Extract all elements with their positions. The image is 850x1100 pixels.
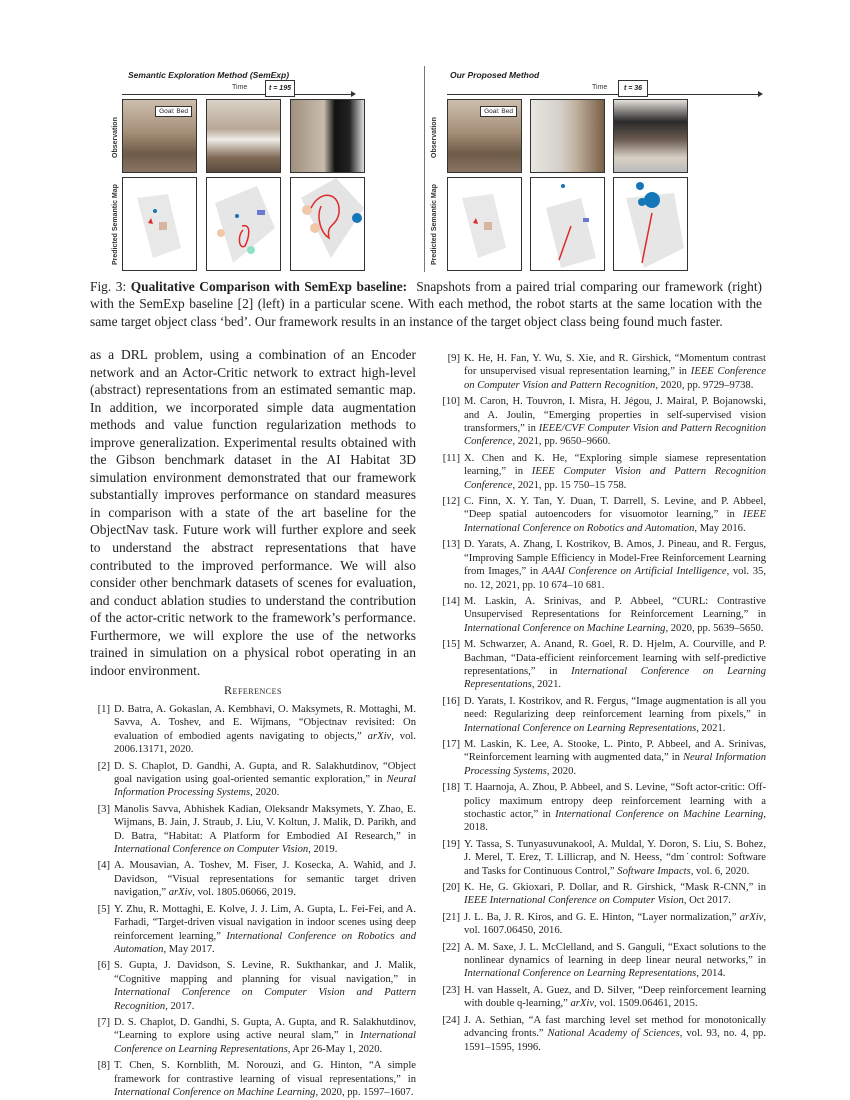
reference-number: [23] <box>442 984 460 996</box>
reference-item <box>90 760 416 800</box>
reference-item <box>90 959 416 1013</box>
reference-venue: arXiv <box>739 911 764 923</box>
reference-details: , 2017. <box>165 1000 195 1012</box>
reference-venue: International Conference on Learning Representations <box>114 1030 416 1055</box>
reference-venue: IEEE International Conference on Computer Vision <box>464 895 684 907</box>
observation-image <box>206 99 281 173</box>
reference-number: [5] <box>97 903 110 915</box>
reference-item <box>440 941 766 981</box>
reference-item <box>440 395 766 449</box>
semantic-map <box>530 177 605 271</box>
reference-number: [13] <box>442 539 460 551</box>
reference-details: , 2021. <box>531 679 562 691</box>
reference-details: , 2020. <box>250 787 280 799</box>
reference-details: , vol. 35, no. 12, 2021, pp. 10 674–10 681. <box>464 566 766 591</box>
reference-item <box>90 1016 416 1056</box>
reference-number: [17] <box>442 738 460 750</box>
reference-venue: IEEE International Conference on Robotics and Automation <box>464 509 766 534</box>
reference-number: [9] <box>447 353 460 364</box>
reference-item <box>440 738 766 778</box>
reference-details: , 2021. <box>696 722 726 734</box>
reference-text: M. Laskin, A. Srinivas, and P. Abbeel, “CURL: Contrastive Unsupervised Representations for Reinforcement Learning,” in <box>464 595 766 621</box>
reference-item <box>440 984 766 1011</box>
reference-text: T. Chen, S. Kornblith, M. Norouzi, and G. Hinton, “A simple framework for contrastive learning of visual representations,” in <box>114 1060 416 1085</box>
reference-venue: International Conference on Computer Vision and Pattern Recognition <box>114 987 416 1012</box>
reference-number: [7] <box>97 1016 110 1028</box>
reference-venue: International Conference on Learning Representations <box>464 665 767 691</box>
reference-text: C. Finn, X. Y. Tan, Y. Duan, T. Darrell, S. Levine, and P. Abbeel, “Deep spatial autoencoders for visuomotor learning,” in <box>464 496 766 521</box>
reference-text: M. Caron, H. Touvron, I. Misra, H. Jégou, J. Mairal, P. Bojanowski, and A. Joulin, “Emerging properties in self-supervised vision transformers,” in <box>464 396 766 435</box>
reference-number: [2] <box>97 760 110 772</box>
reference-number: [3] <box>97 803 110 815</box>
reference-venue: International Conference on Computer Vision <box>114 844 309 856</box>
reference-number: [15] <box>442 639 460 651</box>
reference-venue: International Conference on Learning Representations <box>464 722 697 734</box>
reference-details: , Oct 2017. <box>683 895 731 907</box>
reference-number: [18] <box>442 782 460 794</box>
reference-text: D. Yarats, A. Zhang, I. Kostrikov, B. Amos, J. Pineau, and R. Fergus, “Improving Sample Efficiency in Model-Free Reinforcement Learning from Images,” in <box>464 539 766 578</box>
reference-details: , 2018. <box>464 809 766 834</box>
row-label-map: Predicted Semantic Map <box>112 184 119 265</box>
reference-venue: arXiv <box>570 998 595 1010</box>
reference-text: H. van Hasselt, A. Guez, and D. Silver, “Deep reinforcement learning with double q-learning,” <box>464 984 766 1010</box>
reference-text: J. A. Sethian, “A fast marching level set method for monotonically advancing fronts.” <box>464 1014 766 1040</box>
reference-details: , vol. 6, 2020. <box>690 865 750 877</box>
caption-text: Snapshots from a paired trial comparing our framework (right) with the SemExp baseline [2] (left) in a particular scene. With each method, the robot starts at the same location with the same target object class ‘bed’. Our framework results in an instance of the target object class being found much faster. <box>90 279 762 329</box>
time-label: Time <box>232 84 248 91</box>
observation-image <box>290 99 365 173</box>
semantic-map <box>122 177 197 271</box>
reference-text: S. Gupta, J. Davidson, S. Levine, R. Sukthankar, and J. Malik, “Cognitive mapping and planning for visual navigation,” in <box>114 960 416 985</box>
panel-divider <box>424 66 425 272</box>
reference-item <box>440 495 766 535</box>
references-list-left <box>90 703 416 1100</box>
caption-bold: Qualitative Comparison with SemExp baseline: <box>130 279 408 294</box>
reference-text: K. He, H. Fan, Y. Wu, S. Xie, and R. Girshick, “Momentum contrast for unsupervised visual representation learning,” in <box>464 353 766 378</box>
semantic-map <box>613 177 688 271</box>
reference-venue: International Conference on Machine Learning <box>114 1086 316 1098</box>
reference-number: [24] <box>442 1014 460 1026</box>
reference-venue: arXiv <box>367 730 392 742</box>
references-list-right <box>440 352 766 1057</box>
reference-item <box>440 538 766 592</box>
reference-item <box>440 1014 766 1054</box>
reference-number: [10] <box>442 396 460 408</box>
reference-details: , vol. 93, no. 4, pp. 1591–1595, 1996. <box>464 1028 766 1053</box>
reference-venue: International Conference on Learning Representations <box>464 968 697 980</box>
reference-number: [6] <box>97 960 110 972</box>
reference-number: [19] <box>442 838 460 850</box>
reference-text: D. Batra, A. Gokaslan, A. Kembhavi, O. Maksymets, R. Mottaghi, M. Savva, A. Toshev, and E. Wijmans, “Objectnav revisited: On evaluation of embodied agents navigating to objects,” <box>114 704 416 742</box>
reference-details: , vol. 1607.06450, 2016. <box>464 911 766 937</box>
reference-text: T. Haarnoja, A. Zhou, P. Abbeel, and S. Levine, “Soft actor-critic: Off-policy maximum entropy deep reinforcement learning with a stochastic actor,” in <box>464 782 766 820</box>
reference-item <box>440 452 766 492</box>
reference-details: , May 2016. <box>694 522 746 534</box>
reference-venue: Neural Information Processing Systems <box>464 752 766 777</box>
reference-details: , vol. 1805.06066, 2019. <box>192 887 296 899</box>
reference-number: [22] <box>442 941 460 953</box>
reference-item <box>90 703 416 757</box>
reference-item <box>90 859 416 899</box>
map-drawing <box>123 178 196 270</box>
semantic-map <box>290 177 365 271</box>
reference-item <box>90 903 416 957</box>
reference-details: , Apr 26-May 1, 2020. <box>287 1043 383 1055</box>
reference-item <box>440 352 766 392</box>
reference-text: X. Chen and K. He, “Exploring simple siamese representation learning,” in <box>464 452 766 478</box>
observation-image <box>122 99 197 173</box>
time-label: Time <box>592 84 608 91</box>
reference-text: D. S. Chaplot, D. Gandhi, S. Gupta, A. Gupta, and R. Salakhutdinov, “Learning to explore using active neural slam,” in <box>114 1016 416 1042</box>
reference-venue: IEEE Conference on Computer Vision and Pattern Recognition <box>464 366 766 391</box>
reference-text: M. Laskin, K. Lee, A. Stooke, L. Pinto, P. Abbeel, and A. Srinivas, “Reinforcement learning with augmented data,” in <box>464 738 766 764</box>
reference-number: [4] <box>97 860 110 872</box>
reference-number: [14] <box>442 595 460 607</box>
reference-text: A. Mousavian, A. Toshev, M. Fiser, J. Kosecka, A. Wahid, and J. Davidson, “Visual representations for semantic target driven navigation,” <box>114 860 416 899</box>
reference-venue: International Conference on Machine Learning <box>464 622 666 634</box>
reference-details: , 2021, pp. 9650–9660. <box>512 436 611 448</box>
reference-venue: National Academy of Sciences <box>547 1028 680 1040</box>
row-label-observation: Observation <box>112 117 119 158</box>
timestep-box: t = 195 <box>265 80 295 97</box>
reference-text: A. M. Saxe, J. L. McClelland, and S. Ganguli, “Exact solutions to the nonlinear dynamics of learning in deep linear neural networks,” in <box>464 941 766 967</box>
reference-text: D. S. Chaplot, D. Gandhi, A. Gupta, and R. Salakhutdinov, “Object goal navigation using goal-oriented semantic exploration,” in <box>114 760 416 786</box>
observation-image <box>613 99 688 173</box>
time-arrow <box>447 94 759 95</box>
reference-item <box>90 803 416 857</box>
reference-details: , 2014. <box>696 968 726 980</box>
reference-details: , 2020, pp. 9729–9738. <box>655 379 754 391</box>
time-arrow <box>122 94 352 95</box>
row-label-observation: Observation <box>431 117 438 158</box>
reference-number: [20] <box>442 882 460 894</box>
reference-venue: AAAI Conference on Artificial Intelligence <box>541 566 727 578</box>
caption-label: Fig. 3: <box>90 279 127 294</box>
reference-venue: Software Impacts <box>617 865 691 877</box>
goal-label: Goal: Bed <box>155 106 192 117</box>
goal-label: Goal: Bed <box>480 106 517 117</box>
reference-details: , 2020, pp. 5639–5650. <box>665 622 764 634</box>
proposed-panel-title: Our Proposed Method <box>450 70 540 80</box>
semantic-map <box>447 177 522 271</box>
reference-number: [12] <box>442 496 460 508</box>
reference-text: M. Schwarzer, A. Anand, R. Goel, R. D. Hjelm, A. Courville, and P. Bachman, “Data-efficient reinforcement learning with self-predictive representations,” in <box>464 639 766 677</box>
reference-item <box>440 881 766 908</box>
semexp-panel-title: Semantic Exploration Method (SemExp) <box>128 70 290 80</box>
semantic-map <box>206 177 281 271</box>
reference-text: K. He, G. Gkioxari, P. Dollar, and R. Girshick, “Mask R-CNN,” in <box>464 882 766 894</box>
row-label-map: Predicted Semantic Map <box>431 184 438 265</box>
reference-item <box>440 838 766 878</box>
reference-number: [8] <box>97 1060 110 1072</box>
timestep-box: t = 36 <box>618 80 648 97</box>
reference-details: , 2020, pp. 1597–1607. <box>315 1086 414 1098</box>
reference-venue: arXiv <box>168 887 193 899</box>
figure-caption <box>90 278 762 330</box>
reference-text: Manolis Savva, Abhishek Kadian, Oleksandr Maksymets, Y. Zhao, E. Wijmans, B. Jain, J. Straub, J. Liu, V. Koltun, J. Malik, D. Parikh, and D. Batra, “Habitat: A Platform for Embodied AI Research,” in <box>114 803 416 842</box>
reference-details: , May 2017. <box>163 943 215 955</box>
reference-details: , 2021, pp. 15 750–15 758. <box>512 479 627 491</box>
reference-item <box>440 781 766 835</box>
reference-text: Y. Zhu, R. Mottaghi, E. Kolve, J. J. Lim, A. Gupta, L. Fei-Fei, and A. Farhadi, “Target-driven visual navigation in indoor scenes using deep reinforcement learning,” <box>114 903 416 942</box>
reference-number: [11] <box>442 452 460 464</box>
reference-venue: International Conference on Machine Learning <box>555 809 764 820</box>
reference-item <box>440 595 766 635</box>
reference-details: , 2019. <box>308 844 338 856</box>
reference-item <box>90 1059 416 1099</box>
references-heading: References <box>224 683 282 697</box>
reference-item <box>440 638 766 692</box>
reference-number: [1] <box>97 704 110 715</box>
body-paragraph: as a DRL problem, using a combination of an Encoder network and an Actor-Critic network to extract high-level (abstract) representations from an estimated semantic map. In addition, we incorporated simple data augmentation methods and value function regularization methods to improve generalization. Experimental results obtained with the Gibson benchmark dataset in the AI Habitat 3D simulation environment demonstrated that our framework substantially improves performance on standard measures in comparison with a state of the art baseline for the ObjectNav task. Future work will further explore and seek to understand the abstract representations that have contributed to the improved performance. We will also consider other benchmark datasets of scenes for evaluation, and conduct ablation studies to understand the contribution of the actor-critic network to the framework’s performance. Furthermore, we will explore the use of the networks trained in simulation on a physical robot operating in an indoor environment. <box>90 347 416 678</box>
reference-venue: IEEE Computer Vision and Pattern Recognition Conference <box>464 466 766 491</box>
reference-text: D. Yarats, I. Kostrikov, and R. Fergus, “Image augmentation is all you need: Regularizing deep reinforcement learning from pixels,” in <box>464 695 766 721</box>
reference-item <box>440 695 766 735</box>
reference-venue: International Conference on Robotics and Automation <box>114 930 416 955</box>
reference-text: Y. Tassa, S. Tunyasuvunakool, A. Muldal, Y. Doron, S. Liu, S. Bohez, J. Merel, T. Erez, T. Lillicrap, and N. Heess, “dm˙control: Software and Tasks for Continuous Control,” <box>464 838 766 877</box>
reference-item <box>440 911 766 938</box>
reference-number: [16] <box>442 695 460 707</box>
reference-venue: Neural Information Processing Systems <box>114 774 416 799</box>
reference-number: [21] <box>442 911 460 923</box>
reference-text: J. L. Ba, J. R. Kiros, and G. E. Hinton, “Layer normalization,” <box>464 911 740 923</box>
observation-image <box>530 99 605 173</box>
reference-details: , vol. 2006.13171, 2020. <box>114 730 416 756</box>
reference-venue: IEEE/CVF Computer Vision and Pattern Recognition Conference <box>464 423 766 448</box>
reference-details: , vol. 1509.06461, 2015. <box>594 998 698 1010</box>
reference-details: , 2020. <box>546 765 577 777</box>
observation-image <box>447 99 522 173</box>
